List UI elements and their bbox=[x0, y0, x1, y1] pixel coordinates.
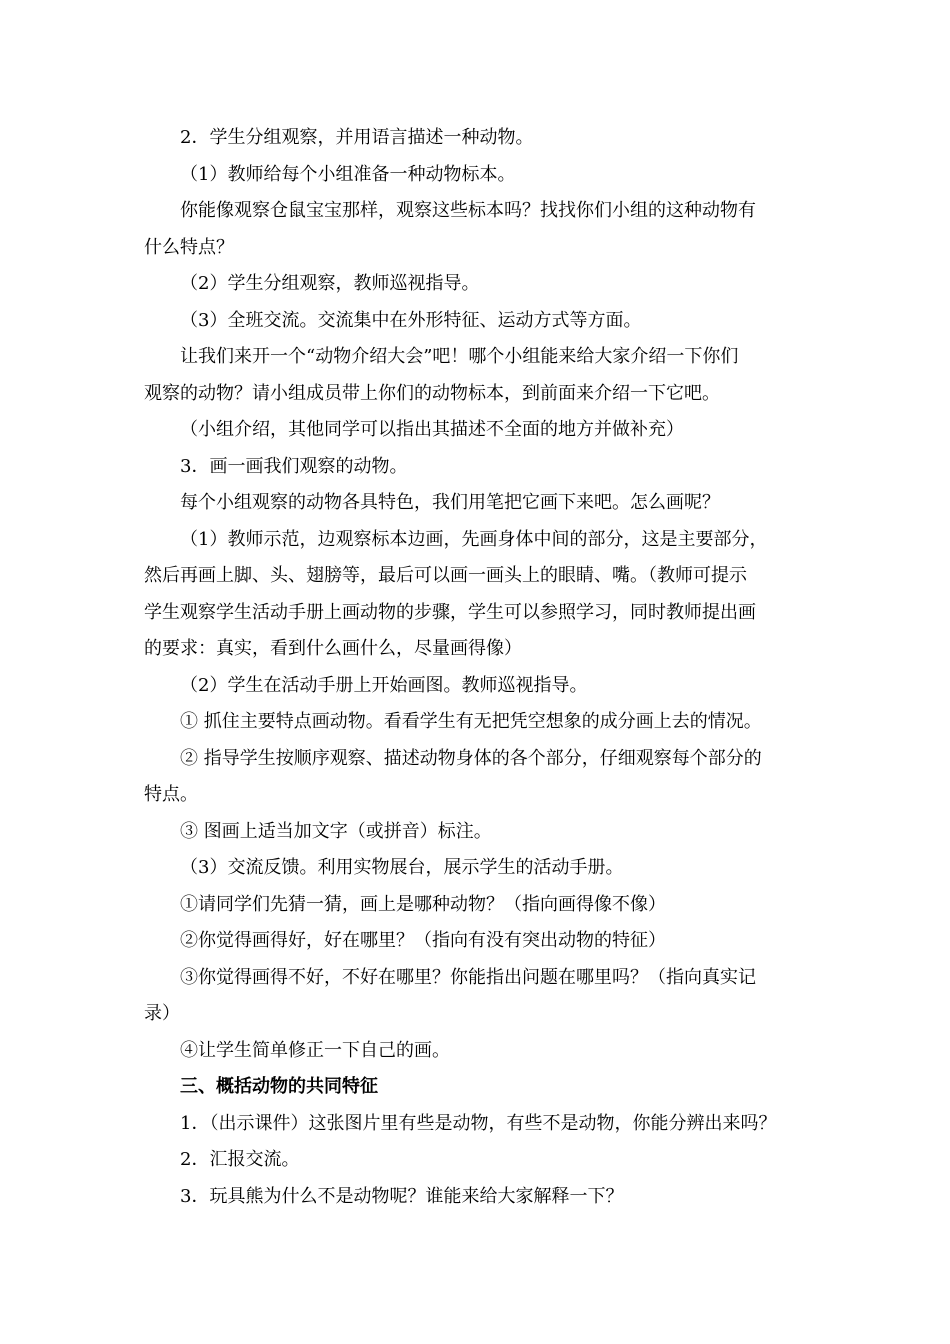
text-line: 2．学生分组观察，并用语言描述一种动物。 bbox=[180, 127, 534, 148]
text-line: ① 抓住主要特点画动物。看看学生有无把凭空想象的成分画上去的情况。 bbox=[180, 711, 762, 732]
text-line: （3）交流反馈。利用实物展台，展示学生的活动手册。 bbox=[180, 857, 624, 878]
text-line: 每个小组观察的动物各具特色，我们用笔把它画下来吧。怎么画呢？ bbox=[180, 492, 720, 513]
text-line: ④让学生简单修正一下自己的画。 bbox=[180, 1039, 450, 1061]
text-line: （1）教师给每个小组准备一种动物标本。 bbox=[180, 163, 516, 185]
text-line: （2）学生在活动手册上开始画图。教师巡视指导。 bbox=[180, 674, 588, 696]
text-line: 你能像观察仓鼠宝宝那样，观察这些标本吗？找找你们小组的这种动物有 bbox=[180, 200, 756, 221]
text-line: （3）全班交流。交流集中在外形特征、运动方式等方面。 bbox=[180, 309, 642, 331]
text-line: 录） bbox=[144, 1003, 180, 1024]
text-line: 3．画一画我们观察的动物。 bbox=[180, 455, 408, 477]
text-line: 特点。 bbox=[144, 784, 198, 805]
text-line: （小组介绍，其他同学可以指出其描述不全面的地方并做补充） bbox=[180, 419, 684, 440]
text-line: 什么特点？ bbox=[144, 236, 234, 258]
text-line: ①请同学们先猜一猜，画上是哪种动物？（指向画得像不像） bbox=[180, 893, 666, 915]
text-line: 让我们来开一个“动物介绍大会”吧！哪个小组能来给大家介绍一下你们 bbox=[180, 346, 739, 367]
text-line: 然后再画上脚、头、翅膀等，最后可以画一画头上的眼睛、嘴。（教师可提示 bbox=[144, 565, 747, 586]
text-line: 3．玩具熊为什么不是动物呢？谁能来给大家解释一下？ bbox=[180, 1185, 624, 1207]
text-line: （1）教师示范，边观察标本边画，先画身体中间的部分，这是主要部分， bbox=[180, 528, 768, 550]
text-line: 2．汇报交流。 bbox=[180, 1149, 300, 1170]
text-line: 观察的动物？请小组成员带上你们的动物标本，到前面来介绍一下它吧。 bbox=[144, 382, 720, 404]
text-line: 学生观察学生活动手册上画动物的步骤，学生可以参照学习，同时教师提出画 bbox=[144, 601, 756, 623]
text-line: ③你觉得画得不好，不好在哪里？你能指出问题在哪里吗？（指向真实记 bbox=[180, 966, 756, 988]
text-line: ③ 图画上适当加文字（或拼音）标注。 bbox=[180, 820, 492, 842]
text-line: （2）学生分组观察，教师巡视指导。 bbox=[180, 273, 480, 294]
text-line: 的要求：真实，看到什么画什么，尽量画得像） bbox=[144, 638, 522, 659]
text-line: ②你觉得画得好，好在哪里？（指向有没有突出动物的特征） bbox=[180, 930, 666, 951]
text-line: ② 指导学生按顺序观察、描述动物身体的各个部分，仔细观察每个部分的 bbox=[180, 747, 762, 769]
section-heading: 三、概括动物的共同特征 bbox=[180, 1076, 378, 1097]
text-line: 1．（出示课件）这张图片里有些是动物，有些不是动物，你能分辨出来吗？ bbox=[180, 1112, 777, 1134]
document-page bbox=[144, 120, 820, 1215]
